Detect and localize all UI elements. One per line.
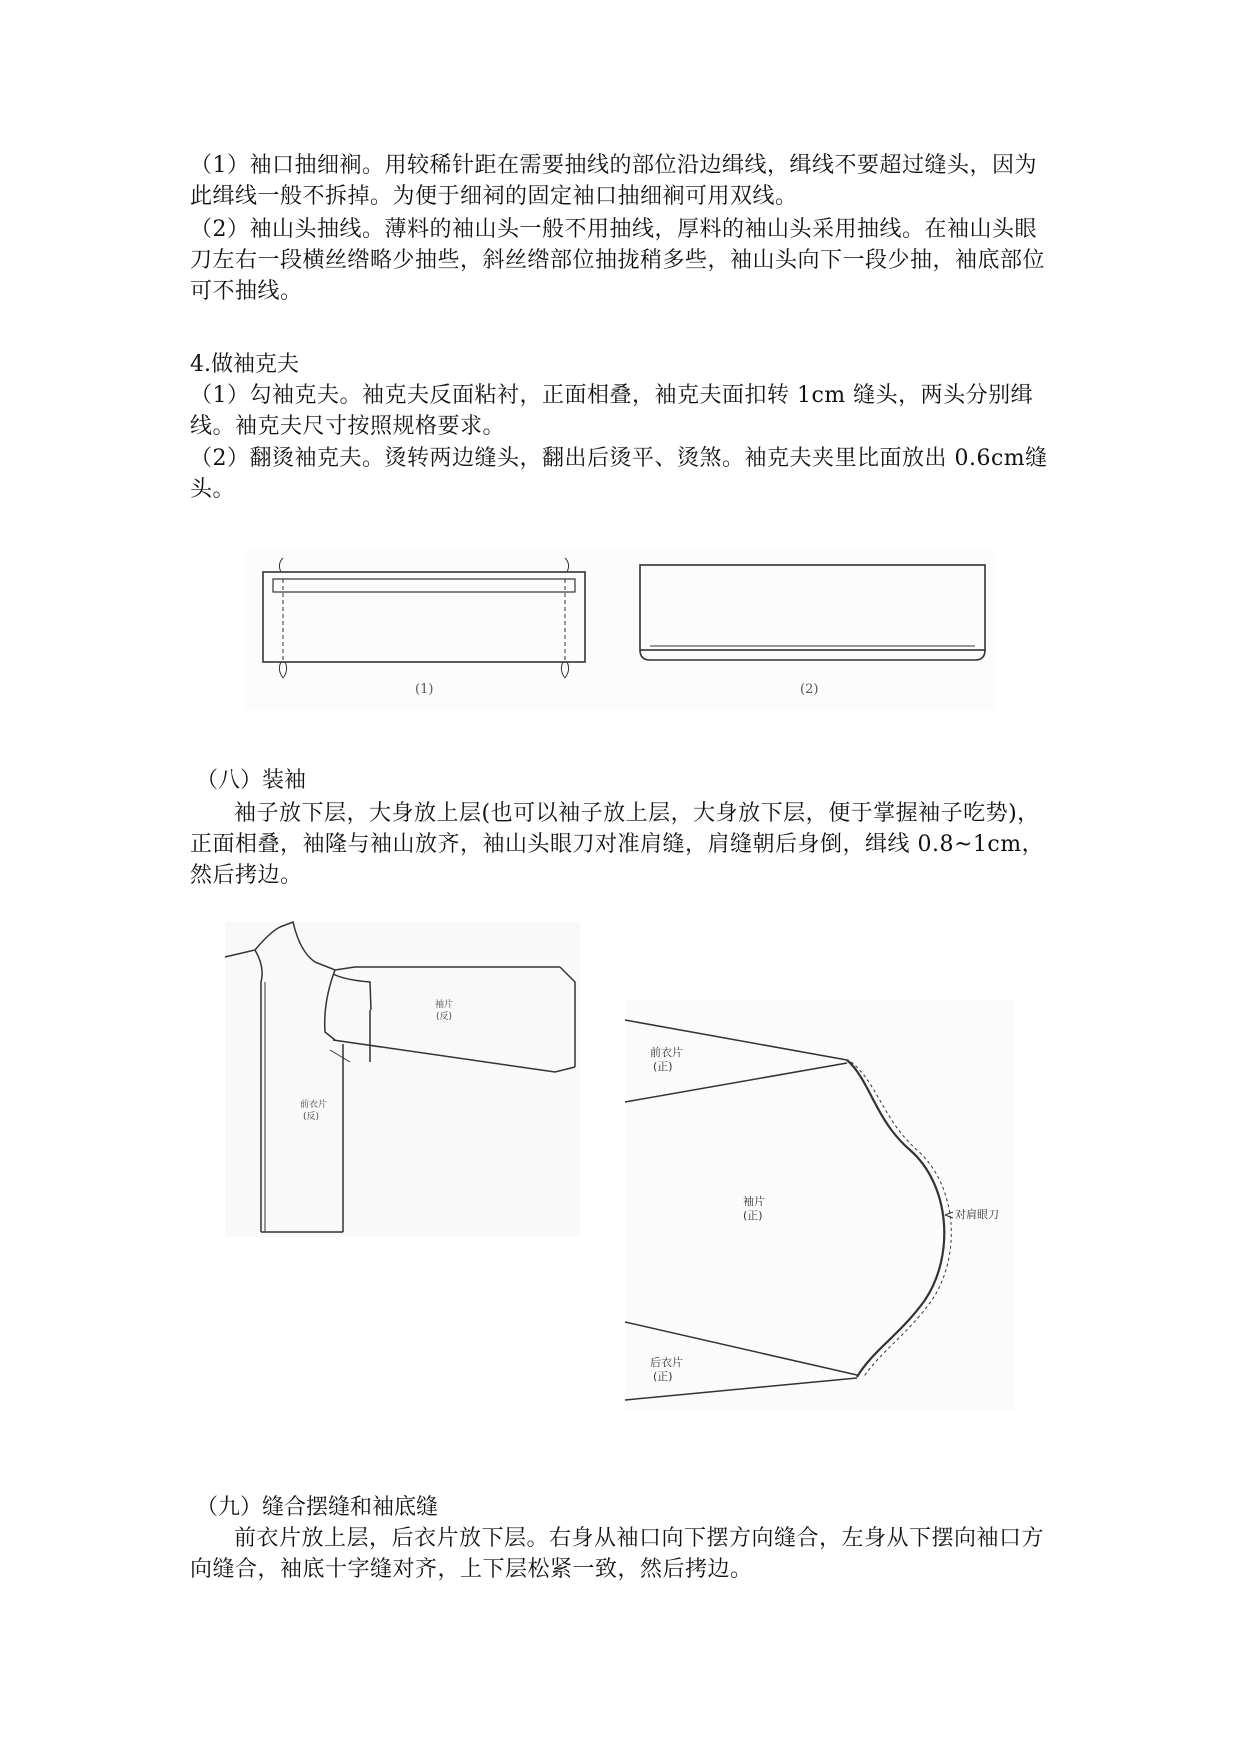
section-heading-set-sleeve: （八）装袖 xyxy=(196,768,307,793)
paragraph-sleeve-cap-gather: （2）袖山头抽线。薄料的袖山头一般不用抽线，厚料的袖山头采用抽线。在袖山头眼刀左右一段横丝绺略少抽些，斜丝绺部位抽拢稍多些，袖山头向下一段少抽，袖底部位可不抽线。 xyxy=(190,217,1046,304)
paragraph-set-sleeve: 袖子放下层，大身放上层(也可以袖子放上层，大身放下层，便于掌握袖子吃势)，正面相叠，袖隆与袖山放齐，袖山头眼刀对准肩缝，肩缝朝后身倒，缉线 0.8~1cm，然后拷边。 xyxy=(190,801,1045,888)
cuff-figure-label-2: (2) xyxy=(800,682,819,697)
left-fig-sleeve-side: (反) xyxy=(436,1012,453,1022)
set-sleeve-figure-left xyxy=(225,922,580,1237)
cuff-figure xyxy=(245,550,995,710)
paragraph-cuff-press: （2）翻烫袖克夫。烫转两边缝头，翻出后烫平、烫煞。袖克夫夹里比面放出 0.6cm缝头。 xyxy=(190,446,1048,502)
right-fig-shoulder-notch-label: 对肩眼刀 xyxy=(955,1208,999,1221)
right-fig-front-label: 前衣片 xyxy=(650,1046,683,1059)
set-sleeve-figure-right xyxy=(625,1000,1015,1410)
right-fig-sleeve-label: 袖片 xyxy=(743,1195,765,1208)
right-fig-back-side: (正) xyxy=(653,1370,673,1383)
left-fig-sleeve-label: 袖片 xyxy=(435,1000,454,1010)
section-heading-cuff: 4.做袖克夫 xyxy=(190,352,299,377)
section-heading-side-seam: （九）缝合摆缝和袖底缝 xyxy=(196,1495,439,1520)
paragraph-side-seam: 前衣片放上层，后衣片放下层。右身从袖口向下摆方向缝合，左身从下摆向袖口方向缝合，袖底十字缝对齐，上下层松紧一致，然后拷边。 xyxy=(190,1526,1045,1582)
right-fig-front-side: (正) xyxy=(653,1060,673,1073)
left-fig-front-side: (反) xyxy=(303,1112,320,1122)
cuff-figure-label-1: (1) xyxy=(415,682,434,697)
right-fig-back-label: 后衣片 xyxy=(650,1356,683,1369)
right-fig-sleeve-side: (正) xyxy=(743,1209,763,1222)
left-fig-front-label: 前衣片 xyxy=(300,1100,328,1110)
paragraph-cuff-stitch: （1）勾袖克夫。袖克夫反面粘衬，正面相叠，袖克夫面扣转 1cm 缝头，两头分别缉线。袖克夫尺寸按照规格要求。 xyxy=(190,383,1034,439)
paragraph-sleeve-cuff-gather: （1）袖口抽细裥。用较稀针距在需要抽线的部位沿边缉线，缉线不要超过缝头，因为此缉线一般不拆掉。为便于细祠的固定袖口抽细裥可用双线。 xyxy=(190,153,1037,209)
